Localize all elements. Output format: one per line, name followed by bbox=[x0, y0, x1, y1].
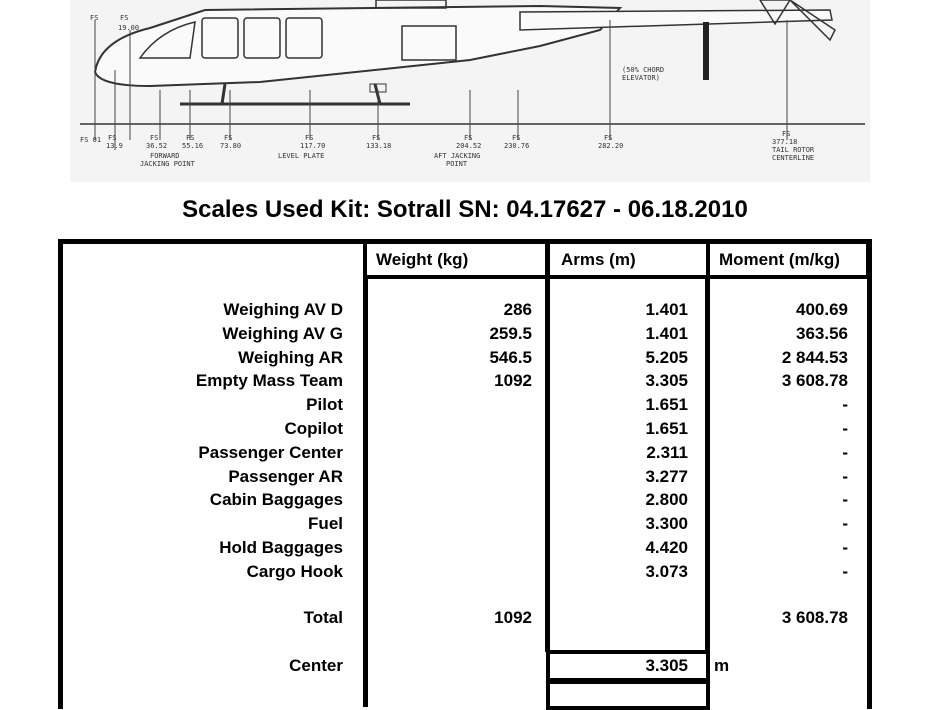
page-title: Scales Used Kit: Sotrall SN: 04.17627 - 06.18.2010 bbox=[182, 196, 748, 223]
row-label: Cargo Hook bbox=[246, 562, 343, 581]
note-forward-jacking: FORWARD bbox=[150, 152, 180, 160]
row-label: Empty Mass Team bbox=[195, 371, 343, 390]
row-label: Weighing AR bbox=[238, 348, 343, 367]
row-moment: - bbox=[842, 562, 848, 581]
row-arm: 2.800 bbox=[645, 490, 688, 509]
station-label: FS bbox=[224, 134, 233, 142]
header-arms: Arms (m) bbox=[561, 250, 636, 269]
row-arm: 4.420 bbox=[645, 538, 688, 557]
row-arm: 3.073 bbox=[645, 562, 688, 581]
station-label: FS bbox=[150, 134, 159, 142]
note-aft-jacking: POINT bbox=[446, 160, 468, 168]
row-weight: 286 bbox=[503, 300, 532, 319]
row-moment: - bbox=[842, 467, 848, 486]
row-moment: - bbox=[842, 514, 848, 533]
center-value: 3.305 bbox=[645, 656, 688, 675]
station-label: 36.52 bbox=[146, 142, 168, 150]
row-arm: 3.305 bbox=[645, 371, 688, 390]
row-arm: 1.401 bbox=[645, 324, 688, 343]
weight-balance-table bbox=[58, 239, 872, 709]
station-label: 133.18 bbox=[366, 142, 392, 150]
station-label: 204.52 bbox=[456, 142, 482, 150]
row-moment: - bbox=[842, 419, 848, 438]
column-divider bbox=[545, 277, 550, 652]
row-moment: 3 608.78 bbox=[781, 371, 848, 390]
station-label: 55.16 bbox=[182, 142, 204, 150]
row-label: Weighing AV D bbox=[223, 300, 343, 319]
station-label: FS bbox=[186, 134, 195, 142]
station-label: FS bbox=[120, 14, 129, 22]
station-label: 73.80 bbox=[220, 142, 242, 150]
row-arm: 5.205 bbox=[645, 348, 688, 367]
total-label: Total bbox=[303, 608, 343, 627]
note-level-plate: LEVEL PLATE bbox=[278, 152, 325, 160]
row-moment: 363.56 bbox=[796, 324, 848, 343]
row-label: Hold Baggages bbox=[219, 538, 343, 557]
note-tail-rotor: TAIL ROTOR bbox=[772, 146, 815, 154]
note-elevator: (50% CHORD bbox=[622, 66, 665, 74]
header-moment: Moment (m/kg) bbox=[719, 250, 840, 269]
note-elevator: ELEVATOR) bbox=[622, 74, 660, 82]
station-label: FS bbox=[372, 134, 381, 142]
column-divider bbox=[705, 277, 710, 652]
note-tail-rotor: CENTERLINE bbox=[772, 154, 815, 162]
row-label: Passenger Center bbox=[198, 443, 343, 462]
row-moment: - bbox=[842, 538, 848, 557]
station-label: 230.76 bbox=[504, 142, 530, 150]
helicopter-station-diagram bbox=[0, 0, 930, 182]
row-label: Passenger AR bbox=[228, 467, 343, 486]
row-label: Copilot bbox=[284, 419, 343, 438]
station-label: 377.18 bbox=[772, 138, 798, 146]
header-weight: Weight (kg) bbox=[376, 250, 469, 269]
row-label: Fuel bbox=[308, 514, 343, 533]
station-label: 19.00 bbox=[118, 24, 140, 32]
station-label: 282.20 bbox=[598, 142, 624, 150]
row-moment: - bbox=[842, 395, 848, 414]
station-label: FS bbox=[90, 14, 99, 22]
note-aft-jacking: AFT JACKING bbox=[434, 152, 481, 160]
station-label: FS bbox=[512, 134, 521, 142]
station-label: FS bbox=[782, 130, 791, 138]
row-arm: 3.277 bbox=[645, 467, 688, 486]
row-arm: 1.651 bbox=[645, 395, 688, 414]
row-arm: 2.311 bbox=[646, 443, 688, 462]
total-weight: 1092 bbox=[494, 608, 532, 627]
station-label: 13.9 bbox=[106, 142, 123, 150]
row-moment: 2 844.53 bbox=[781, 348, 848, 367]
center-unit: m bbox=[714, 656, 730, 675]
station-label: FS bbox=[108, 134, 117, 142]
station-label: 117.70 bbox=[300, 142, 326, 150]
row-arm: 1.651 bbox=[645, 419, 688, 438]
row-moment: 400.69 bbox=[796, 300, 848, 319]
row-label: Cabin Baggages bbox=[209, 490, 343, 509]
row-weight: 1092 bbox=[494, 371, 532, 390]
station-label: FS bbox=[305, 134, 314, 142]
helicopter-drawing bbox=[0, 0, 930, 182]
station-label: FS bbox=[604, 134, 613, 142]
total-moment: 3 608.78 bbox=[781, 608, 848, 627]
center-label: Center bbox=[289, 656, 343, 675]
note-forward-jacking: JACKING POINT bbox=[140, 160, 195, 168]
row-weight: 546.5 bbox=[489, 348, 532, 367]
row-arm: 3.300 bbox=[645, 514, 688, 533]
row-weight: 259.5 bbox=[489, 324, 532, 343]
row-arm: 1.401 bbox=[645, 300, 688, 319]
station-label: FS 01 bbox=[80, 136, 102, 144]
column-divider bbox=[363, 277, 368, 707]
row-moment: - bbox=[842, 443, 848, 462]
row-label: Pilot bbox=[306, 395, 343, 414]
row-label: Weighing AV G bbox=[222, 324, 343, 343]
next-value-box bbox=[546, 680, 710, 710]
station-label: FS bbox=[464, 134, 473, 142]
row-moment: - bbox=[842, 490, 848, 509]
column-divider bbox=[867, 277, 872, 707]
